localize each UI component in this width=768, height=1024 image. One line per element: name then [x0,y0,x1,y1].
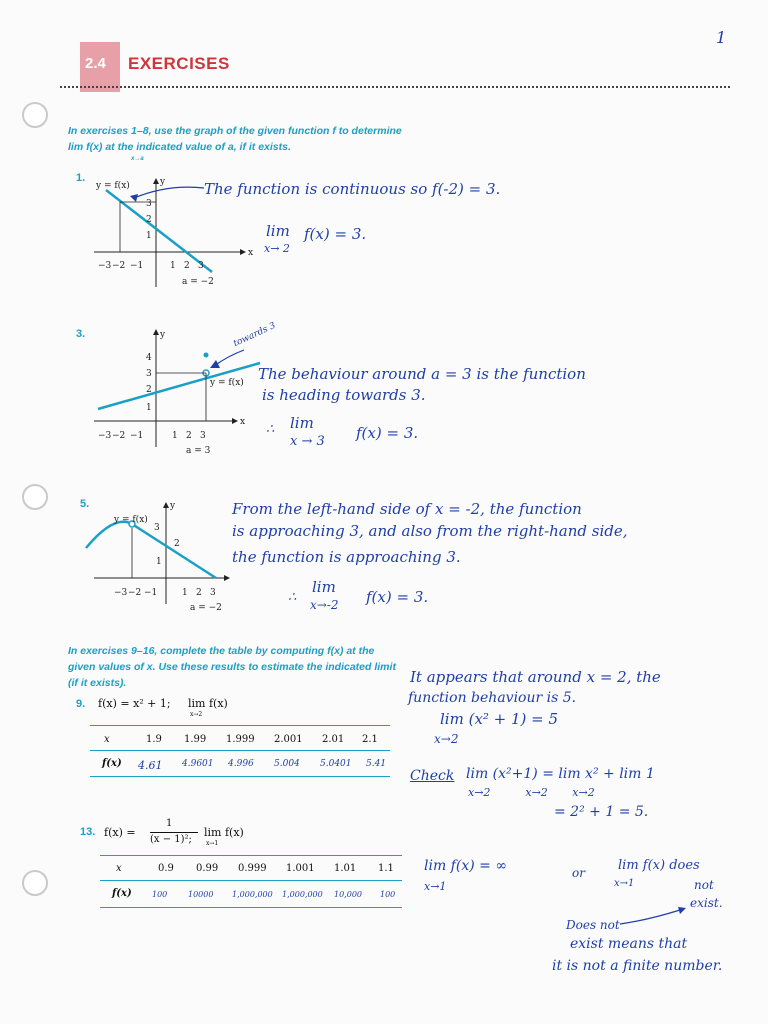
exercise-3-note-rest: f(x) = 3. [356,424,419,442]
table-13-fx-header: f(x) [112,888,132,899]
exercise-5-note-prefix: ∴ [288,590,297,605]
exercise-1-note-lim: lim [266,222,290,240]
tick-label: 3 [146,199,152,209]
table-13-fx-cell: 1,000,000 [232,890,273,899]
function-curve-left [86,522,132,548]
exercise-5-number: 5. [80,498,90,510]
exercise-13-function-prefix: f(x) = [104,826,136,839]
exercise-3-note-1: The behaviour around a = 3 is the function [258,365,586,383]
exercise-13-function-numerator: 1 [166,818,173,829]
y-axis-arrow [153,329,159,335]
table-13-fx-cell: 10,000 [334,890,362,899]
table-13-x-cell: 0.9 [158,863,174,874]
table-9-x-cell: 1.99 [184,734,207,745]
table-13-fx-cell: 1,000,000 [282,890,323,899]
exercise-3-note-prefix: ∴ [266,422,275,437]
exercise-9-check-subs: x→2 x→2 x→2 [468,786,595,799]
table-9-fx-cell: 5.0401 [320,759,352,769]
tick-label: −2 [128,588,142,598]
exercise-1-pointer-arrow [118,182,208,214]
tick-label: −1 [144,588,158,598]
y-axis-label: y [160,177,166,187]
tick-label: 3 [210,588,216,598]
table-9-fx-header: f(x) [102,758,122,769]
exercise-1-note-sub: x→ 2 [264,242,290,255]
instructions-1-subscript: x→a [131,156,144,162]
page-number: 1 [716,28,727,47]
exercise-13-fraction-bar [150,832,198,833]
exercise-5-graph [84,500,244,622]
exercise-5-note-rest: f(x) = 3. [366,588,429,606]
binder-hole-top [22,102,48,128]
table-9-bottom-rule [90,776,390,777]
exercise-1-note-1: The function is continuous so f(-2) = 3. [204,180,501,198]
exercise-13-note-lim-2-sub: x→1 [614,878,635,889]
exercise-13-note-lim-1-sub: x→1 [424,880,447,893]
exercise-9-check-label: Check [410,768,455,784]
tick-label: 2 [184,261,190,271]
graph-label: y = f(x) [210,378,244,388]
tick-label: −1 [130,261,144,271]
exercise-9-limit: lim f(x) [188,697,228,710]
tick-label: −2 [112,261,126,271]
exercise-13-note-lim-2: lim f(x) does [618,858,700,873]
table-9-fx-cell: 5.41 [366,759,387,769]
a-label: a = −2 [190,603,222,613]
table-13-top-rule [100,855,402,856]
exercise-5-svg [84,500,244,618]
tick-label: 3 [146,369,152,379]
exercise-13-note-def-3: it is not a finite number. [552,958,723,974]
exercise-5-note-3: the function is approaching 3. [232,548,461,566]
table-9-fx-cell: 4.61 [138,759,163,772]
instructions-1: In exercises 1–8, use the graph of the given function f to determine lim f(x) at the indicated value of a, if it exists. [68,125,402,153]
tick-label: 1 [182,588,188,598]
section-number: 2.4 [85,55,106,72]
exercise-3-note-sub: x → 3 [290,434,325,449]
exercise-13-note-exist: exist. [690,896,723,910]
table-9-x-cell: 1.9 [146,734,162,745]
table-13-x-cell: 1.001 [286,863,315,874]
table-9-top-rule [90,725,390,726]
table-13-x-cell: 0.999 [238,863,267,874]
x-axis-label: x [240,417,246,427]
binder-hole-middle [22,484,48,510]
exercise-1-number: 1. [76,172,86,184]
a-label: a = 3 [186,446,211,456]
exercise-5-note-1: From the left-hand side of x = -2, the function [232,500,582,518]
table-9-fx-cell: 4.996 [228,759,254,769]
tick-label: 1 [146,403,152,413]
exercise-3-note-lim: lim [290,414,314,432]
exercise-9-note-2: function behaviour is 5. [408,690,577,706]
table-13-fx-cell: 100 [380,890,396,899]
exercise-3-number: 3. [76,328,86,340]
exercise-1-note-rest: f(x) = 3. [304,225,367,243]
exercise-13-arrow [618,904,688,932]
exercise-9-note-sub: x→2 [434,732,459,746]
x-axis-arrow [240,249,246,255]
exercise-13-note-def-1: Does not [566,918,620,932]
table-9-fx-cell: 4.9601 [182,759,214,769]
exercise-3-note-2: is heading towards 3. [262,386,426,404]
table-13-fx-cell: 100 [152,890,168,899]
table-9-x-cell: 1.999 [226,734,255,745]
exercise-13-note-lim-1: lim f(x) = ∞ [424,858,507,874]
tick-label: 3 [200,431,206,441]
tick-label: 1 [172,431,178,441]
tick-label: 3 [154,523,160,533]
tick-label: 2 [146,215,152,225]
tick-label: 2 [196,588,202,598]
header-rule [60,86,730,88]
exercise-5-note-sub: x→-2 [310,598,339,612]
exercise-9-number: 9. [76,698,86,710]
exercise-5-note-2: is approaching 3, and also from the right-hand side, [232,522,628,540]
tick-label: 1 [146,231,152,241]
graph-label: y = f(x) [96,181,130,191]
table-9-x-cell: 2.001 [274,734,303,745]
tick-label: 2 [174,539,180,549]
exercise-13-note-def-2: exist means that [570,936,688,952]
exercise-3-pointer-arrow [208,348,248,376]
table-9-mid-rule [90,750,390,751]
graph-label: y = f(x) [114,515,148,525]
y-axis-arrow [163,502,169,508]
exercise-3-arrow-note: towards 3 [232,320,278,350]
exercise-13-function-denominator: (x − 1)²; [150,834,192,845]
table-13-x-cell: 0.99 [196,863,219,874]
tick-label: −1 [130,431,144,441]
exercise-9-limit-sub: x→2 [190,711,203,718]
tick-label: 1 [170,261,176,271]
table-9-fx-cell: 5.004 [274,759,300,769]
x-axis-label: x [248,248,254,258]
table-13-x-header: x [116,863,122,874]
exercise-13-limit: lim f(x) [204,826,244,839]
section-title: EXERCISES [128,54,230,73]
table-13-mid-rule [100,880,402,881]
exercise-13-note-or: or [572,866,585,880]
binder-hole-bottom [22,870,48,896]
function-line-right [132,524,216,578]
y-axis-label: y [160,330,166,340]
table-13-bottom-rule [100,907,402,908]
table-9-x-cell: 2.1 [362,734,378,745]
exercise-9-check-expr: lim (x²+1) = lim x² + lim 1 [466,766,655,782]
tick-label: −3 [98,261,112,271]
tick-label: 4 [146,353,152,363]
y-axis-label: y [170,501,176,511]
tick-label: 1 [156,557,162,567]
tick-label: 3 [198,261,204,271]
instructions-2: In exercises 9–16, complete the table by computing f(x) at the given values of x. Use these results to estimate the indicated limit (if it exists). [68,645,396,689]
table-13-fx-cell: 10000 [188,890,214,899]
table-13-x-cell: 1.1 [378,863,394,874]
tick-label: −3 [98,431,112,441]
exercise-5-note-lim: lim [312,578,336,596]
table-9-x-header: x [104,734,110,745]
tick-label: 2 [186,431,192,441]
exercise-13-limit-sub: x→1 [206,840,219,847]
tick-label: −3 [114,588,128,598]
table-9-x-cell: 2.01 [322,734,345,745]
exercise-13-number: 13. [80,826,96,838]
tick-label: 2 [146,385,152,395]
tick-label: −2 [112,431,126,441]
a-label: a = −2 [182,277,214,287]
exercise-9-function: f(x) = x² + 1; [98,697,171,710]
exercise-9-note-lim: lim (x² + 1) = 5 [440,710,559,728]
x-axis-arrow [224,575,230,581]
table-13-x-cell: 1.01 [334,863,357,874]
x-axis-arrow [232,418,238,424]
exercise-13-note-not: not [694,878,714,892]
exercise-9-check-result: = 2² + 1 = 5. [554,804,649,820]
exercise-9-note-1: It appears that around x = 2, the [410,668,661,686]
